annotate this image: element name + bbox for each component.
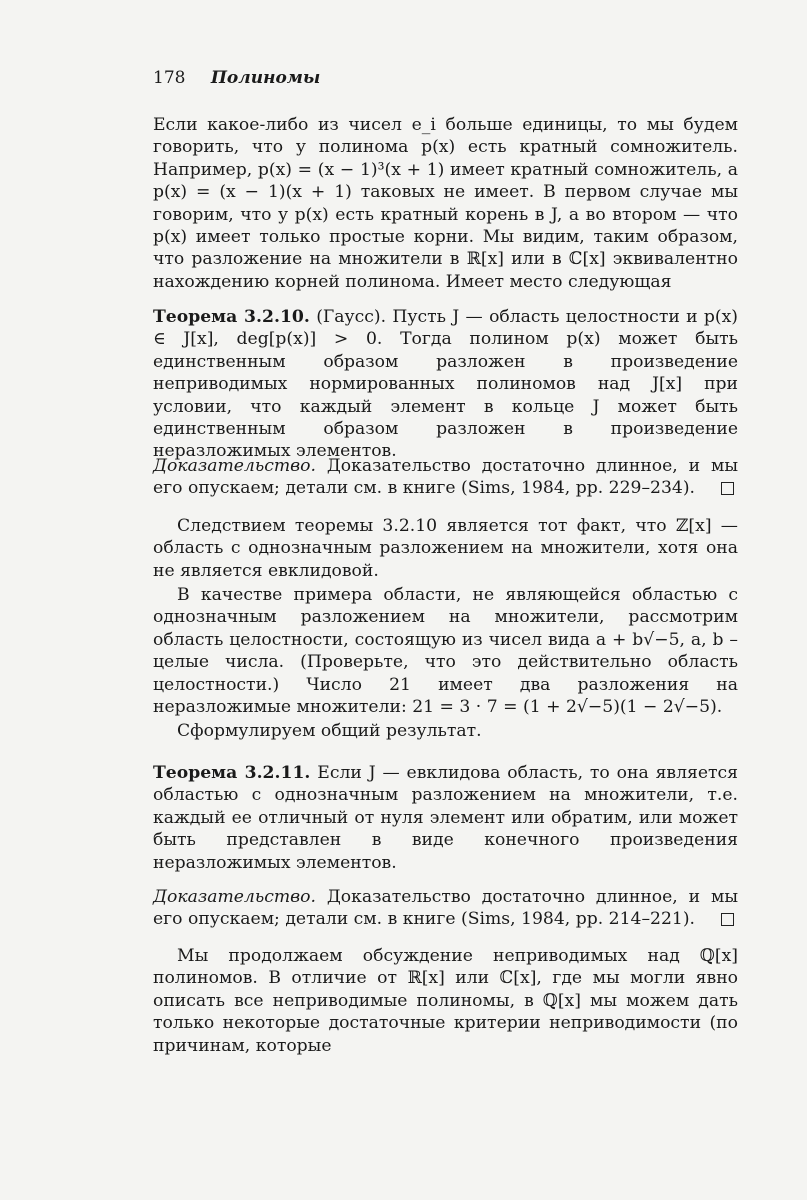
qed-square-icon (721, 482, 734, 495)
page-number: 178 (153, 68, 186, 88)
proof-label: Доказательство. (153, 887, 316, 907)
proof-2 (153, 886, 738, 931)
theorem-label: Теорема 3.2.11. (153, 763, 311, 783)
running-title: Полиномы (210, 68, 321, 88)
paragraph-general-result: Сформулируем общий результат. (177, 721, 482, 741)
theorem-label: Теорема 3.2.10. (153, 307, 310, 327)
paragraph-irreducible: Мы продолжаем обсуждение неприводимых над ℚ[x] полиномов. В отличие от ℝ[x] или ℂ[x], где мы могли явно описать все неприводимые полиномы, в ℚ[x] мы можем дать только некоторые достаточные критерии неприводимости (по причинам, которые (153, 946, 738, 1056)
running-header (153, 68, 320, 88)
paragraph-corollary: Следствием теоремы 3.2.10 является тот факт, что ℤ[x] — область с однозначным разложением на множители, хотя она не является евклидовой. (153, 516, 738, 581)
theorem-text: Если J — евклидова область, то она является областью с однозначным разложением на множители, т.е. каждый ее отличный от нуля элемент или обратим, или может быть представлен в виде конечного произведения неразложимых элементов. (153, 763, 738, 873)
proof-text: Доказательство достаточно длинное, и мы его опускаем; детали см. в книге (Sims, 1984, pp. 214–221). (153, 887, 738, 930)
theorem-text: (Гаусс). Пусть J — область целостности и p(x) ∈ J[x], deg[p(x)] > 0. Тогда полином p(x) может быть единственным образом разложен в произведение неприводимых нормированных полиномов над J[x] при условии, что каждый элемент в кольце J может быть единственным образом разложен в произведение неразложимых элементов. (153, 307, 739, 462)
theorem-3-2-11 (153, 762, 738, 874)
proof-1 (153, 455, 738, 500)
paragraph-multiple-factors: Если какое-либо из чисел e_i больше единицы, то мы будем говорить, что у полинома p(x) есть кратный сомножитель. Например, p(x) = (x − 1)³(x + 1) имеет кратный сомножитель, а p(x) = (x − 1)(x + 1) таковых не имеет. В первом случае мы говорим, что у p(x) есть кратный корень в J, а во втором — что p(x) имеет только простые корни. Мы видим, таким образом, что разложение на множители в ℝ[x] или в ℂ[x] эквивалентно нахождению корней полинома. Имеет место следующая (153, 115, 738, 292)
proof-label: Доказательство. (153, 456, 316, 476)
theorem-3-2-10 (153, 306, 738, 463)
qed-square-icon (721, 913, 734, 926)
proof-text: Доказательство достаточно длинное, и мы его опускаем; детали см. в книге (Sims, 1984, pp. 229–234). (153, 456, 738, 499)
paragraph-example: В качестве примера области, не являющейся областью с однозначным разложением на множители, рассмотрим область целостности, состоящую из чисел вида a + b√−5, a, b – целые числа. (Проверьте, что это действительно область целостности.) Число 21 имеет два разложения на неразложимые множители: 21 = 3 · 7 = (1 + 2√−5)(1 − 2√−5). (153, 585, 738, 718)
